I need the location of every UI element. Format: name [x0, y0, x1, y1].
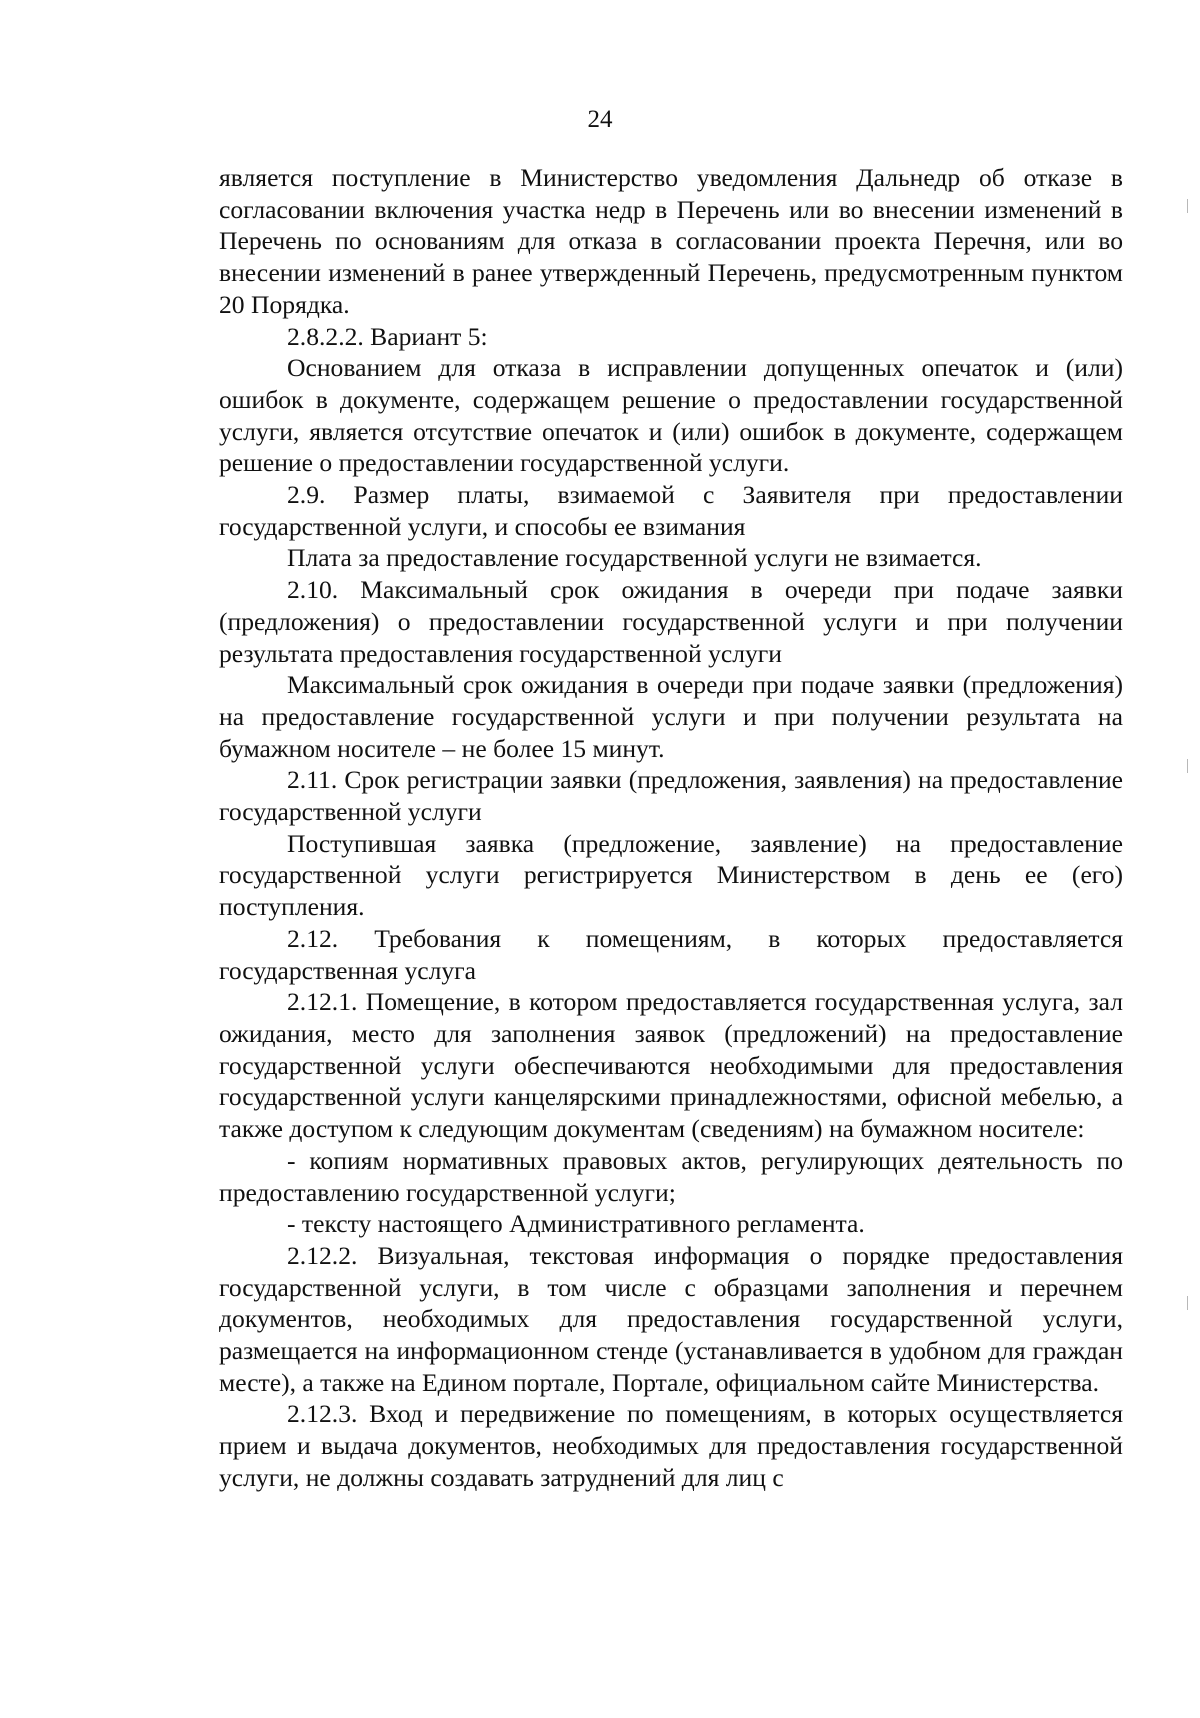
paragraph: 2.12.3. Вход и передвижение по помещениям, в которых осуществляется прием и выдача документов, необходимых для предоставления государственной услуги, не должны создавать затруднений для лиц с	[219, 1399, 1123, 1492]
paragraph: является поступление в Министерство уведомления Дальнедр об отказе в согласовании включения участка недр в Перечень или во внесении изменений в Перечень по основаниям для отказа в согласовании проекта Перечня, или во внесении изменений в ранее утвержденный Перечень, предусмотренным пунктом 20 Порядка.	[219, 163, 1123, 319]
paragraph: - тексту настоящего Административного регламента.	[287, 1209, 865, 1239]
scan-artifact-mark	[1187, 759, 1188, 773]
paragraph: 2.12.2. Визуальная, текстовая информация о порядке предоставления государственной услуги, в том числе с образцами заполнения и перечнем документов, необходимых для предоставления государственной услуги, размещается на информационном стенде (устанавливается в удобном для граждан месте), а также на Едином портале, Портале, официальном сайте Министерства.	[219, 1240, 1123, 1397]
paragraph: Плата за предоставление государственной услуги не взимается.	[287, 543, 982, 573]
paragraph: 2.12.1. Помещение, в котором предоставляется государственная услуга, зал ожидания, место для заполнения заявок (предложений) на предоставление государственной услуги обеспечиваются необходимыми для предоставления государственной услуги канцелярскими принадлежностями, офисной мебелью, а также доступом к следующим документам (сведениям) на бумажном носителе:	[219, 987, 1123, 1144]
paragraph: 2.9. Размер платы, взимаемой с Заявителя при предоставлении государственной услуги, и способы ее взимания	[219, 480, 1123, 541]
paragraph: 2.8.2.2. Вариант 5:	[287, 321, 488, 351]
paragraph: Основанием для отказа в исправлении допущенных опечаток и (или) ошибок в документе, содержащем решение о предоставлении государственной услуги, является отсутствие опечаток и (или) ошибок в документе, содержащем решение о предоставлении государственной услуги.	[219, 353, 1123, 478]
page-number: 24	[587, 106, 613, 133]
scan-artifact-mark	[1187, 199, 1188, 213]
paragraph: Максимальный срок ожидания в очереди при подаче заявки (предложения) на предоставление государственной услуги и при получении результата на бумажном носителе – не более 15 минут.	[219, 670, 1123, 763]
scan-artifact-mark	[1187, 1296, 1188, 1310]
paragraph: Поступившая заявка (предложение, заявление) на предоставление государственной услуги регистрируется Министерством в день ее (его) поступления.	[219, 828, 1123, 922]
paragraph: 2.10. Максимальный срок ожидания в очереди при подаче заявки (предложения) о предоставлении государственной услуги и при получении результата предоставления государственной услуги	[219, 575, 1123, 668]
paragraph: - копиям нормативных правовых актов, регулирующих деятельность по предоставлению государственной услуги;	[219, 1145, 1123, 1207]
document-body	[219, 162, 1123, 1494]
paragraph: 2.12. Требования к помещениям, в которых предоставляется государственная услуга	[219, 923, 1123, 985]
paragraph: 2.11. Срок регистрации заявки (предложения, заявления) на предоставление государственной услуги	[219, 765, 1123, 827]
